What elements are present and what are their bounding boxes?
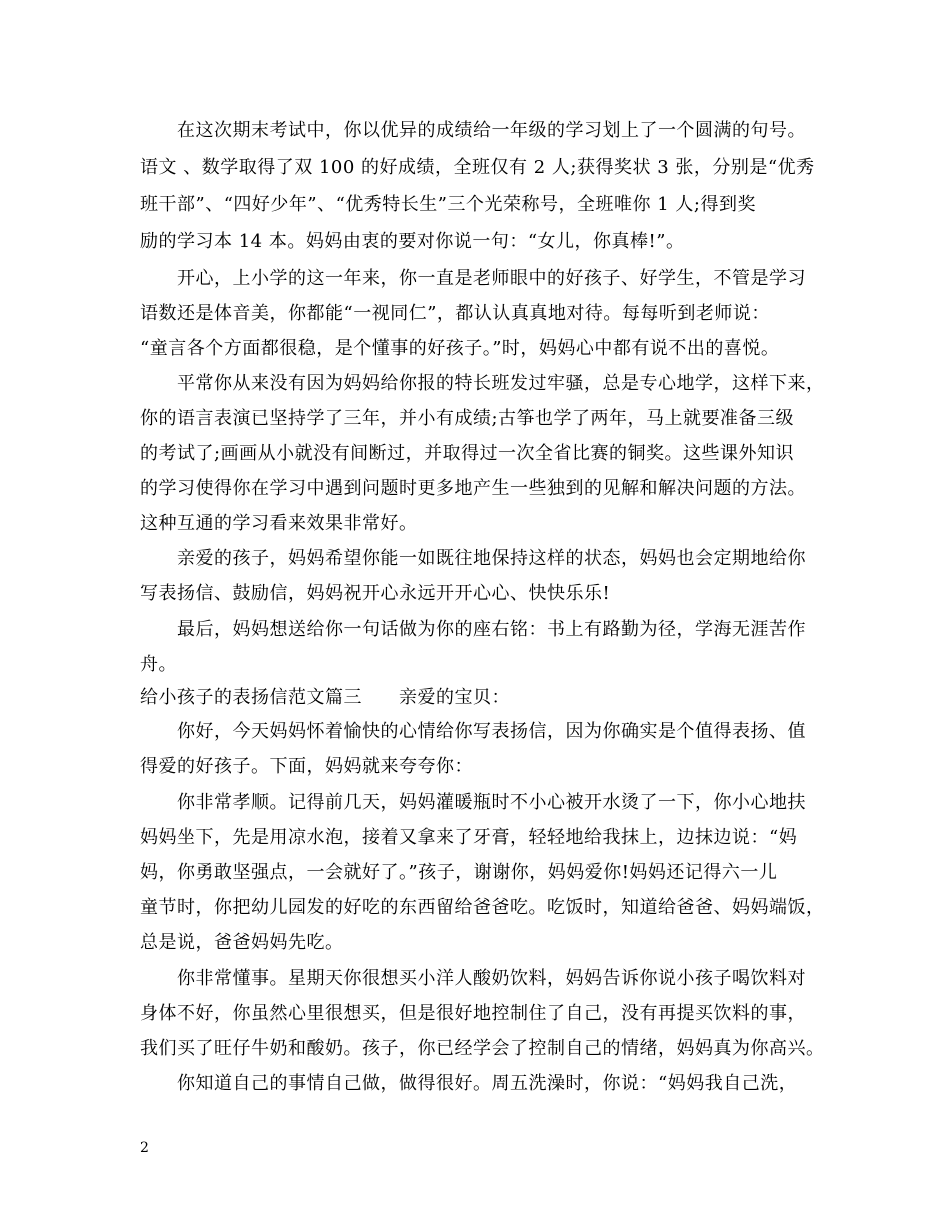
text-line: 你非常懂事。星期天你很想买小洋人酸奶饮料，妈妈告诉你说小孩子喝饮料对 [177, 968, 806, 989]
text-line: 亲爱的孩子，妈妈希望你能一如既往地保持这样的状态，妈妈也会定期地给你 [177, 548, 806, 569]
text-line: 童节时，你把幼儿园发的好吃的东西留给爸爸吃。吃饭时，知道给爸爸、妈妈端饭， [140, 897, 825, 918]
text-line: “童言各个方面都很稳，是个懂事的好孩子。”时，妈妈心中都有说不出的喜悦。 [140, 338, 780, 359]
text-line: 妈，你勇敢坚强点，一会就好了。”孩子，谢谢你，妈妈爱你!妈妈还记得六一儿 [140, 862, 778, 883]
text-line: 写表扬信、鼓励信，妈妈祝开心永远开开心心、快快乐乐! [140, 583, 611, 604]
text-line: 你知道自己的事情自己做，做得很好。周五洗澡时，你说：“妈妈我自己洗， [177, 1073, 798, 1094]
text-line: 这种互通的学习看来效果非常好。 [140, 513, 418, 534]
section-heading: 给小孩子的表扬信范文篇三 亲爱的宝贝： [140, 687, 510, 708]
text-line: 班干部”、“四好少年”、“优秀特长生”三个光荣称号，全班唯你 1 人;得到奖 [140, 194, 756, 215]
page-number: 2 [140, 1140, 149, 1156]
text-line: 最后，妈妈想送给你一句话做为你的座右铭：书上有路勤为径，学海无涯苦作 [177, 619, 806, 640]
text-line: 你非常孝顺。记得前几天，妈妈灌暖瓶时不小心被开水烫了一下，你小心地扶 [177, 792, 806, 813]
text-line: 舟。 [140, 654, 177, 675]
text-line: 语数还是体音美，你都能“一视同仁”，都认认真真地对待。每每听到老师说： [140, 303, 770, 324]
text-line: 语文 、数学取得了双 100 的好成绩，全班仅有 2 人;获得奖状 3 张，分别是“优秀 [140, 157, 815, 178]
text-line: 你好，今天妈妈怀着愉快的心情给你写表扬信，因为你确实是个值得表扬、值 [177, 721, 806, 742]
text-line: 总是说，爸爸妈妈先吃。 [140, 932, 344, 953]
text-line: 开心，上小学的这一年来，你一直是老师眼中的好孩子、好学生，不管是学习 [177, 268, 806, 289]
text-line: 我们买了旺仔牛奶和酸奶。孩子，你已经学会了控制自己的情绪，妈妈真为你高兴。 [140, 1038, 825, 1059]
text-line: 平常你从来没有因为妈妈给你报的特长班发过牢骚，总是专心地学，这样下来， [177, 373, 825, 394]
text-line: 的学习使得你在学习中遇到问题时更多地产生一些独到的见解和解决问题的方法。 [140, 478, 806, 499]
text-line: 得爱的好孩子。下面，妈妈就来夸夸你： [140, 756, 473, 777]
text-line: 的考试了;画画从小就没有间断过，并取得过一次全省比赛的铜奖。这些课外知识 [140, 443, 795, 464]
text-line: 妈妈坐下，先是用凉水泡，接着又拿来了牙膏，轻轻地给我抹上，边抹边说：“妈 [140, 827, 798, 848]
text-line: 身体不好，你虽然心里很想买，但是很好地控制住了自己，没有再提买饮料的事， [140, 1003, 806, 1024]
text-line: 在这次期末考试中，你以优异的成绩给一年级的学习划上了一个圆满的句号。 [177, 120, 806, 141]
text-line: 励的学习本 14 本。妈妈由衷的要对你说一句：“女儿，你真棒!”。 [140, 231, 685, 252]
text-line: 你的语言表演已坚持学了三年，并小有成绩;古筝也学了两年，马上就要准备三级 [140, 408, 795, 429]
